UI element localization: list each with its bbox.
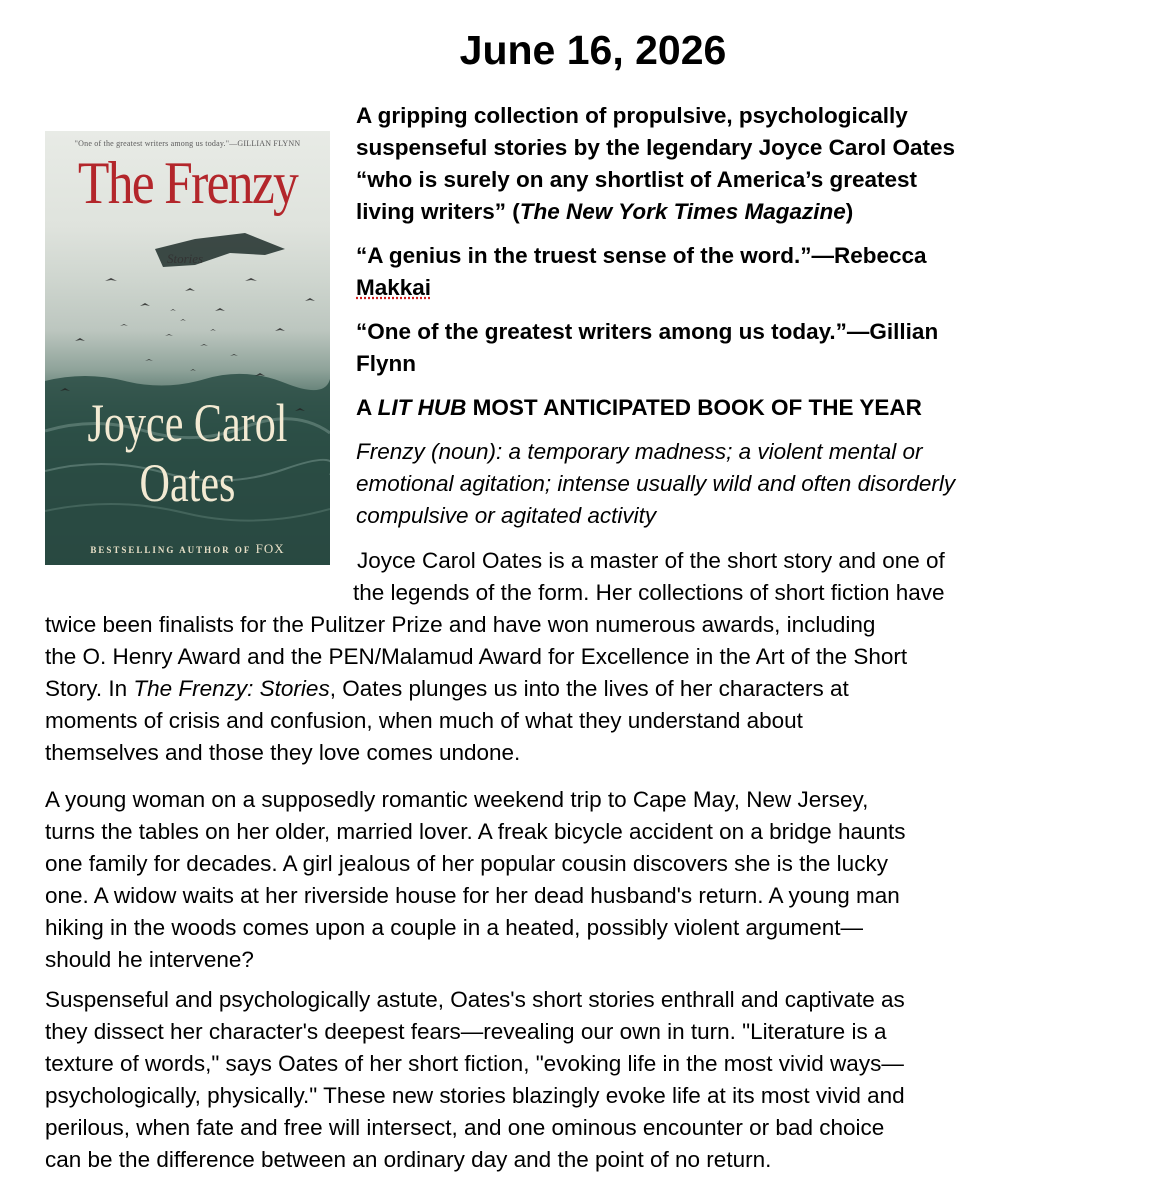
paragraph-line: should he intervene? — [45, 947, 254, 972]
book-title-inline: The Frenzy: Stories — [133, 676, 330, 701]
quote-line: “A genius in the truest sense of the word.”—Rebecca — [356, 243, 927, 268]
cover-author — [76, 393, 298, 513]
book-cover-image — [45, 131, 330, 565]
cover-title: The Frenzy — [77, 150, 298, 216]
paragraph-line: perilous, when fate and free will intersect, and one ominous encounter or bad choice — [45, 1115, 885, 1140]
definition — [356, 436, 1146, 532]
cover-subtitle: Stories — [167, 251, 204, 266]
blurb-line: suspenseful stories by the legendary Joyce Carol Oates — [356, 135, 955, 160]
blurb-line: “who is surely on any shortlist of America’s greatest — [356, 167, 917, 192]
paragraph-line: one. A widow waits at her riverside house for her dead husband's return. A young man — [45, 883, 900, 908]
publication-name: The New York Times Magazine — [519, 199, 846, 224]
cover-bottom-prefix: BESTSELLING AUTHOR OF — [90, 545, 252, 555]
paragraph-line: the legends of the form. Her collections of short fiction have — [353, 580, 945, 605]
paragraph-line: psychologically, physically." These new stories blazingly evoke life at its most vivid and — [45, 1083, 905, 1108]
date-heading: June 16, 2026 — [459, 27, 727, 73]
blurb-text: ) — [845, 199, 854, 224]
paragraph-line: A young woman on a supposedly romantic weekend trip to Cape May, New Jersey, — [45, 787, 869, 812]
quote-line: Flynn — [356, 351, 416, 376]
cover-quote: "One of the greatest writers among us today."—GILLIAN FLYNN — [74, 139, 301, 148]
paragraph-line — [45, 673, 1135, 705]
paragraph-line: hiking in the woods comes upon a couple in a heated, possibly violent argument— — [45, 915, 863, 940]
award-text: MOST ANTICIPATED BOOK OF THE YEAR — [466, 395, 922, 420]
blurb-line — [356, 196, 1146, 228]
definition-line: compulsive or agitated activity — [356, 503, 657, 528]
description-paragraph-1 — [45, 545, 1135, 769]
blurb-text: living writers” ( — [356, 199, 520, 224]
cover-bottom-book: FOX — [255, 541, 285, 556]
description-paragraph-2 — [45, 784, 1135, 976]
cover-author-first: Joyce Carol — [87, 393, 288, 453]
paragraph-line: Joyce Carol Oates is a master of the short story and one of — [357, 548, 945, 573]
paragraph-line: they dissect her character's deepest fears—revealing our own in turn. "Literature is a — [45, 1019, 887, 1044]
quote-line: “One of the greatest writers among us today.”—Gillian — [356, 319, 939, 344]
definition-line: emotional agitation; intense usually wild and often disorderly — [356, 471, 956, 496]
description-paragraph-3 — [45, 984, 1135, 1176]
quote-attribution: Makkai — [356, 275, 432, 300]
paragraph-line: the O. Henry Award and the PEN/Malamud Award for Excellence in the Art of the Short — [45, 644, 908, 669]
paragraph-line: turns the tables on her older, married lover. A freak bicycle accident on a bridge haunts — [45, 819, 906, 844]
blurb-line: A gripping collection of propulsive, psychologically — [356, 103, 908, 128]
cover-author-last: Oates — [139, 453, 236, 513]
paragraph-text: , Oates plunges us into the lives of her characters at — [329, 676, 849, 701]
definition-line: Frenzy (noun): a temporary madness; a violent mental or — [356, 439, 923, 464]
paragraph-line: themselves and those they love comes undone. — [45, 740, 521, 765]
paragraph-line: moments of crisis and confusion, when much of what they understand about — [45, 708, 803, 733]
paragraph-line: twice been finalists for the Pulitzer Prize and have won numerous awards, including — [45, 612, 876, 637]
paragraph-line: Suspenseful and psychologically astute, Oates's short stories enthrall and captivate as — [45, 987, 905, 1012]
paragraph-line: can be the difference between an ordinary day and the point of no return. — [45, 1147, 772, 1172]
blurb-paragraph — [356, 100, 1146, 228]
quote-makkai — [356, 240, 1146, 304]
paragraph-text: Story. In — [45, 676, 134, 701]
award-line — [356, 392, 1146, 424]
award-publication: LIT HUB — [377, 395, 467, 420]
award-text: A — [356, 395, 378, 420]
quote-flynn — [356, 316, 1146, 380]
paragraph-line: one family for decades. A girl jealous of her popular cousin discovers she is the lucky — [45, 851, 888, 876]
paragraph-line: texture of words," says Oates of her short fiction, "evoking life in the most vivid ways— — [45, 1051, 904, 1076]
quote-line — [356, 272, 1146, 304]
